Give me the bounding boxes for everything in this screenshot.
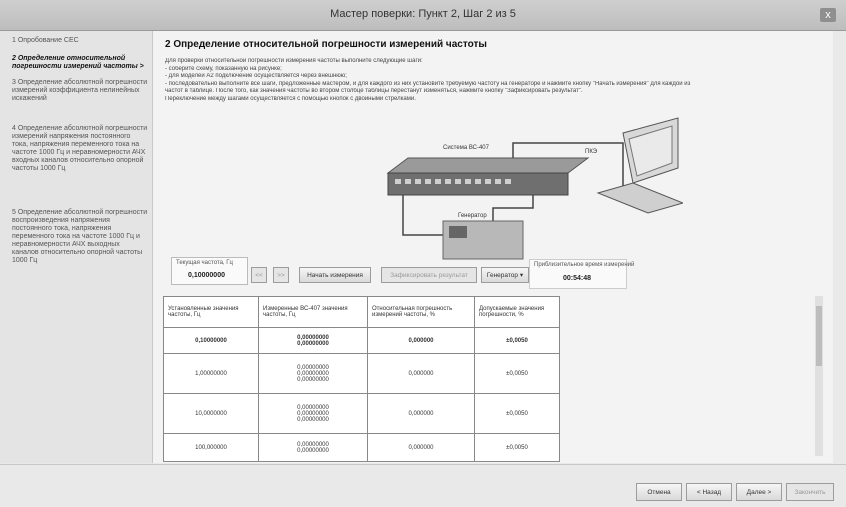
measured-frequency-cell	[259, 354, 368, 394]
measured-value: 0,00000000	[297, 447, 329, 454]
page-title: 2 Определение относительной погрешности измерений частоты	[165, 39, 487, 50]
measured-value: 0,00000000	[297, 416, 329, 423]
table-header-row	[164, 297, 560, 328]
column-header: Относительная погрешность измерений частоты, %	[368, 297, 475, 328]
measured-value: 0,00000000	[297, 404, 329, 411]
measured-value: 0,00000000	[297, 340, 329, 347]
relative-error-cell: 0,000000	[368, 394, 475, 434]
instructions	[165, 58, 825, 103]
measured-value: 0,00000000	[297, 410, 329, 417]
relative-error-cell: 0,000000	[368, 354, 475, 394]
measured-value: 0,00000000	[297, 376, 329, 383]
current-frequency-label: Текущая частота, Гц	[176, 260, 233, 266]
set-frequency-cell: 10,0000000	[164, 394, 259, 434]
relative-error-cell: 0,000000	[368, 434, 475, 462]
estimated-time-box	[529, 259, 635, 289]
measured-value: 0,00000000	[297, 370, 329, 377]
relative-error-cell: 0,000000	[368, 328, 475, 354]
table-row[interactable]	[164, 394, 560, 434]
measured-value: 0,00000000	[297, 364, 329, 371]
allowed-error-cell: ±0,0050	[475, 354, 560, 394]
connection-diagram	[383, 113, 683, 263]
estimated-time-value: 00:54:48	[563, 275, 592, 282]
table-row[interactable]	[164, 354, 560, 394]
next-step-button[interactable]: >>	[273, 267, 289, 283]
column-header: Измеренные ВС-407 значения частоты, Гц	[259, 297, 368, 328]
sidebar-item-step-1[interactable]: 1 Опробование СЕС	[12, 37, 79, 44]
window-title: Мастер поверки: Пункт 2, Шаг 2 из 5	[330, 8, 516, 20]
generator-label: Генератор	[458, 213, 487, 219]
fix-result-button[interactable]: Зафиксировать результат	[381, 267, 477, 283]
steps-sidebar	[0, 31, 153, 463]
chevron-down-icon: ▾	[519, 272, 524, 279]
current-frequency-value: 0,10000000	[188, 272, 225, 279]
measured-value: 0,00000000	[297, 441, 329, 448]
main-panel	[153, 31, 833, 463]
column-header: Допускаемые значения погрешности, %	[475, 297, 560, 328]
wizard-footer	[0, 464, 846, 507]
measurement-table	[163, 296, 560, 462]
set-frequency-cell: 100,000000	[164, 434, 259, 462]
finish-button[interactable]: Закончить	[786, 483, 834, 501]
instruction-line: частот в таблице. После того, как значения частоты во втором столбце таблицы перестанут изменяться, нажмите кнопку "Зафиксировать результат".	[165, 88, 583, 94]
system-label: Система ВС-407	[443, 145, 489, 151]
generator-select-value: Генератор	[486, 272, 519, 279]
next-button[interactable]: Далее >	[736, 483, 782, 501]
instruction-line: Переключение между шагами осуществляется с помощью кнопок с двойными стрелками.	[165, 95, 416, 102]
close-button[interactable]: x	[820, 8, 836, 22]
current-frequency-box	[171, 257, 248, 285]
cancel-button[interactable]: Отмена	[636, 483, 682, 501]
column-header: Установленные значения частоты, Гц	[164, 297, 259, 328]
table-row[interactable]	[164, 328, 560, 354]
instruction-line: - соберите схему, показанную на рисунке;	[165, 65, 282, 72]
start-measurement-button[interactable]: Начать измерения	[299, 267, 371, 283]
sidebar-item-step-3[interactable]: 3 Определение абсолютной погрешности измерений коэффициента нелинейных искажений	[12, 79, 148, 102]
sidebar-item-step-4[interactable]: 4 Определение абсолютной погрешности измерений напряжения постоянного тока, напряжения переменного тока на частоте 1000 Гц и неравномерности АЧХ входных каналов относительно опорной частоты 1000 Гц	[12, 125, 148, 172]
pc-label: ПКЭ	[585, 149, 598, 155]
allowed-error-cell: ±0,0050	[475, 328, 560, 354]
allowed-error-cell: ±0,0050	[475, 434, 560, 462]
sidebar-item-step-5[interactable]: 5 Определение абсолютной погрешности воспроизведения напряжения постоянного тока, напряжения переменного тока на частоте 1000 Гц и неравномерности АЧХ выходных каналов относительно опорной частоты 1000 Гц	[12, 209, 148, 264]
back-button[interactable]: < Назад	[686, 483, 732, 501]
instruction-line: - последовательно выполните все шаги, предложенные мастером, и для каждого из них установите требуемую частоту на генераторе и нажмите кнопку "Начать измерения" для каждой из	[165, 80, 691, 87]
measured-value: 0,00000000	[297, 334, 329, 341]
previous-step-button[interactable]: <<	[251, 267, 267, 283]
set-frequency-cell: 0,10000000	[164, 328, 259, 354]
sidebar-item-step-2[interactable]: 2 Определение относительной погрешности измерений частоты >	[12, 55, 144, 70]
measured-frequency-cell	[259, 394, 368, 434]
title-bar	[0, 0, 846, 31]
estimated-time-label: Приблизительное время измерений	[534, 262, 635, 268]
set-frequency-cell: 1,00000000	[164, 354, 259, 394]
scrollbar-thumb[interactable]	[816, 306, 822, 366]
table-row[interactable]	[164, 434, 560, 462]
generator-select[interactable]	[481, 267, 529, 283]
connection-diagram-image	[383, 113, 683, 263]
table-scrollbar[interactable]	[815, 296, 823, 456]
measured-frequency-cell	[259, 328, 368, 354]
measured-frequency-cell	[259, 434, 368, 462]
allowed-error-cell: ±0,0050	[475, 394, 560, 434]
instruction-line: Для проверки относительной погрешности измерения частоты выполните следующие шаги:	[165, 58, 423, 64]
instruction-line: - для моделей А2 подключение осуществляется через внешнюю;	[165, 73, 347, 79]
